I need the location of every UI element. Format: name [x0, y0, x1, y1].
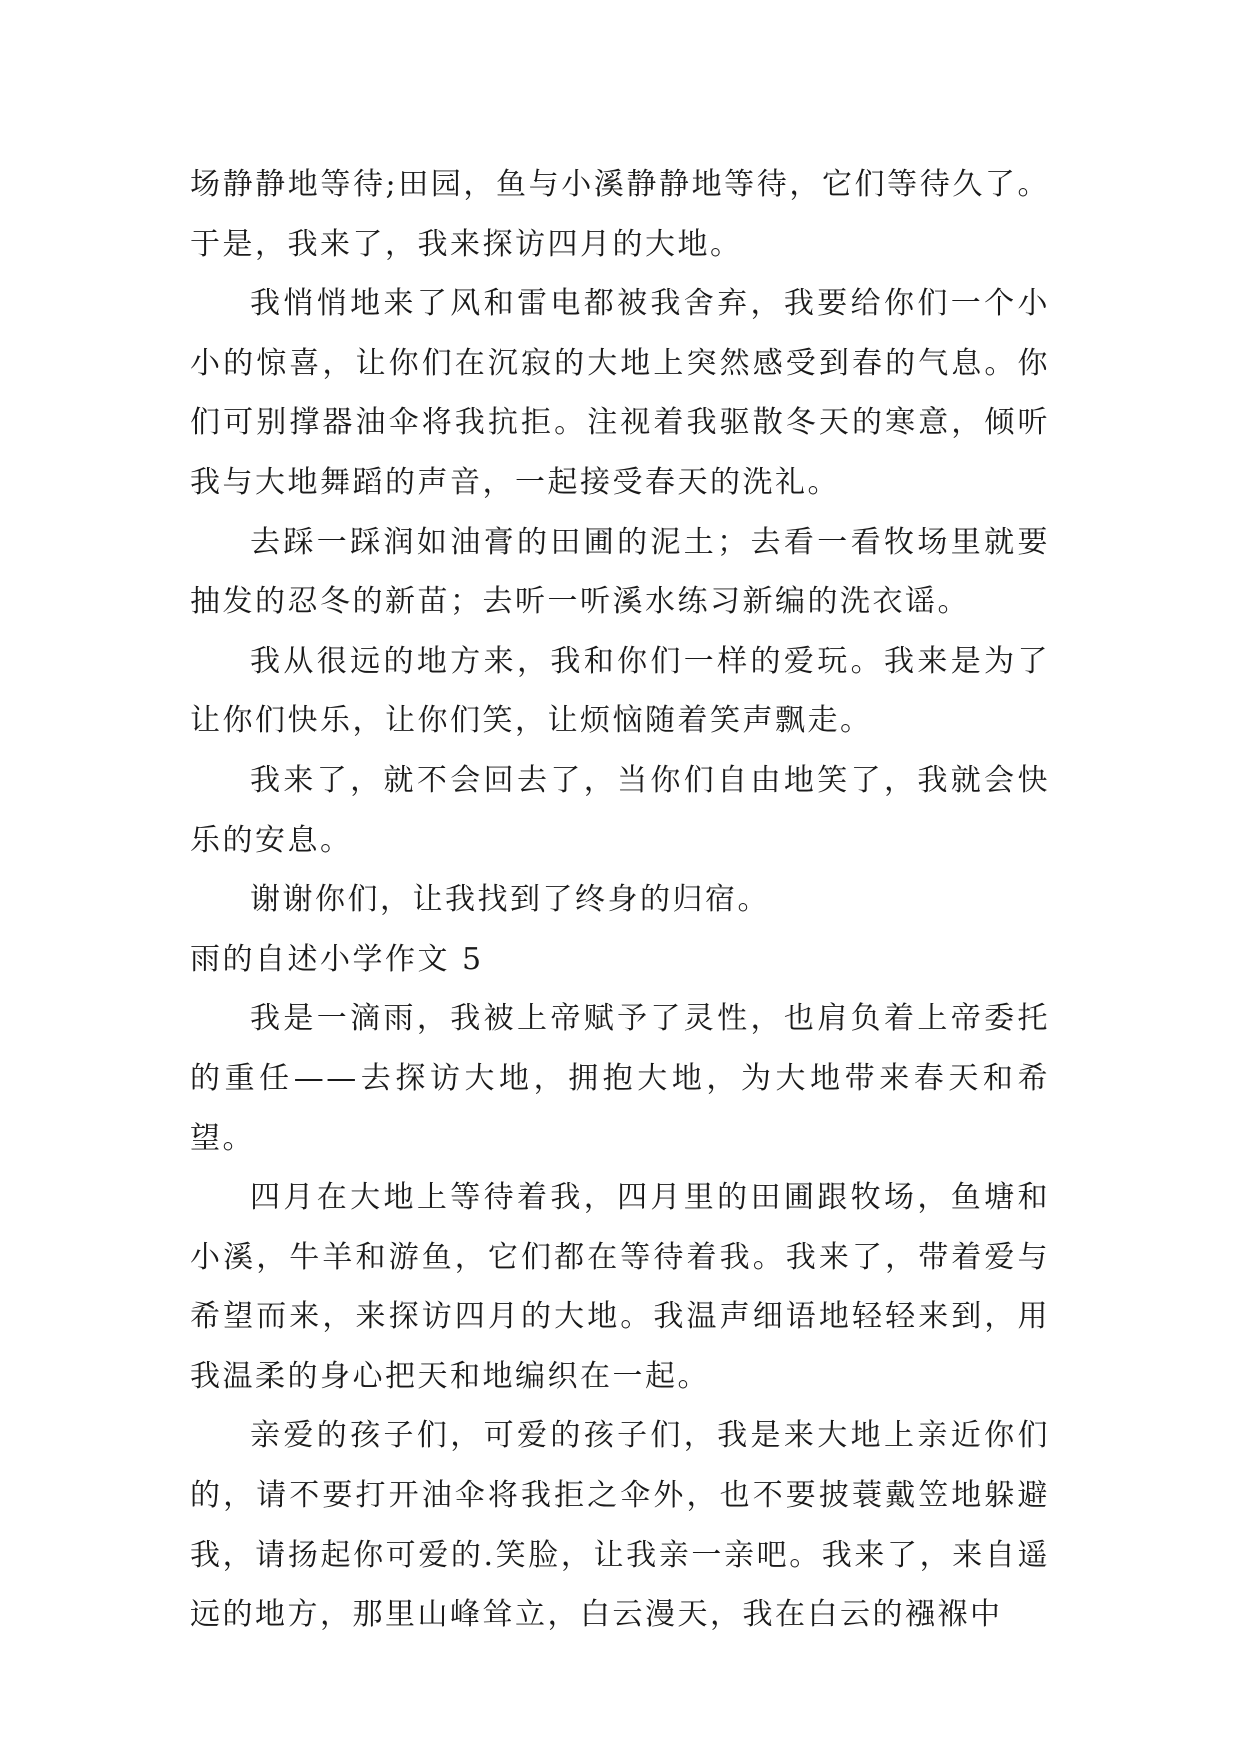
paragraph: 我从很远的地方来，我和你们一样的爱玩。我来是为了让你们快乐，让你们笑，让烦恼随着笑声飘走。 [190, 643, 1050, 739]
section-heading: 雨的自述小学作文 5 [190, 941, 484, 977]
paragraph: 亲爱的孩子们，可爱的孩子们，我是来大地上亲近你们的，请不要打开油伞将我拒之伞外，也不要披蓑戴笠地躲避我，请扬起你可爱的.笑脸，让我亲一亲吧。我来了，来自遥远的地方，那里山峰耸立，白云漫天，我在白云的襁褓中 [190, 1418, 1050, 1633]
paragraph: 谢谢你们，让我找到了终身的归宿。 [250, 882, 770, 918]
paragraph: 我是一滴雨，我被上帝赋予了灵性，也肩负着上帝委托的重任——去探访大地，拥抱大地，为大地带来春天和希望。 [190, 1001, 1050, 1156]
paragraph: 去踩一踩润如油膏的田圃的泥土；去看一看牧场里就要抽发的忍冬的新苗；去听一听溪水练习新编的洗衣谣。 [190, 524, 1050, 620]
paragraph: 四月在大地上等待着我，四月里的田圃跟牧场，鱼塘和小溪，牛羊和游鱼，它们都在等待着我。我来了，带着爱与希望而来，来探访四月的大地。我温声细语地轻轻来到，用我温柔的身心把天和地编织在一起。 [190, 1180, 1050, 1394]
document-page [190, 155, 1050, 1645]
paragraph: 我悄悄地来了风和雷电都被我舍弃，我要给你们一个小小的惊喜，让你们在沉寂的大地上突然感受到春的气息。你们可别撑器油伞将我抗拒。注视着我驱散冬天的寒意，倾听我与大地舞蹈的声音，一起接受春天的洗礼。 [190, 286, 1050, 500]
paragraph: 我来了，就不会回去了，当你们自由地笑了，我就会快乐的安息。 [190, 762, 1050, 858]
paragraph-continued: 场静静地等待;田园，鱼与小溪静静地等待，它们等待久了。于是，我来了，我来探访四月的大地。 [190, 167, 1050, 262]
